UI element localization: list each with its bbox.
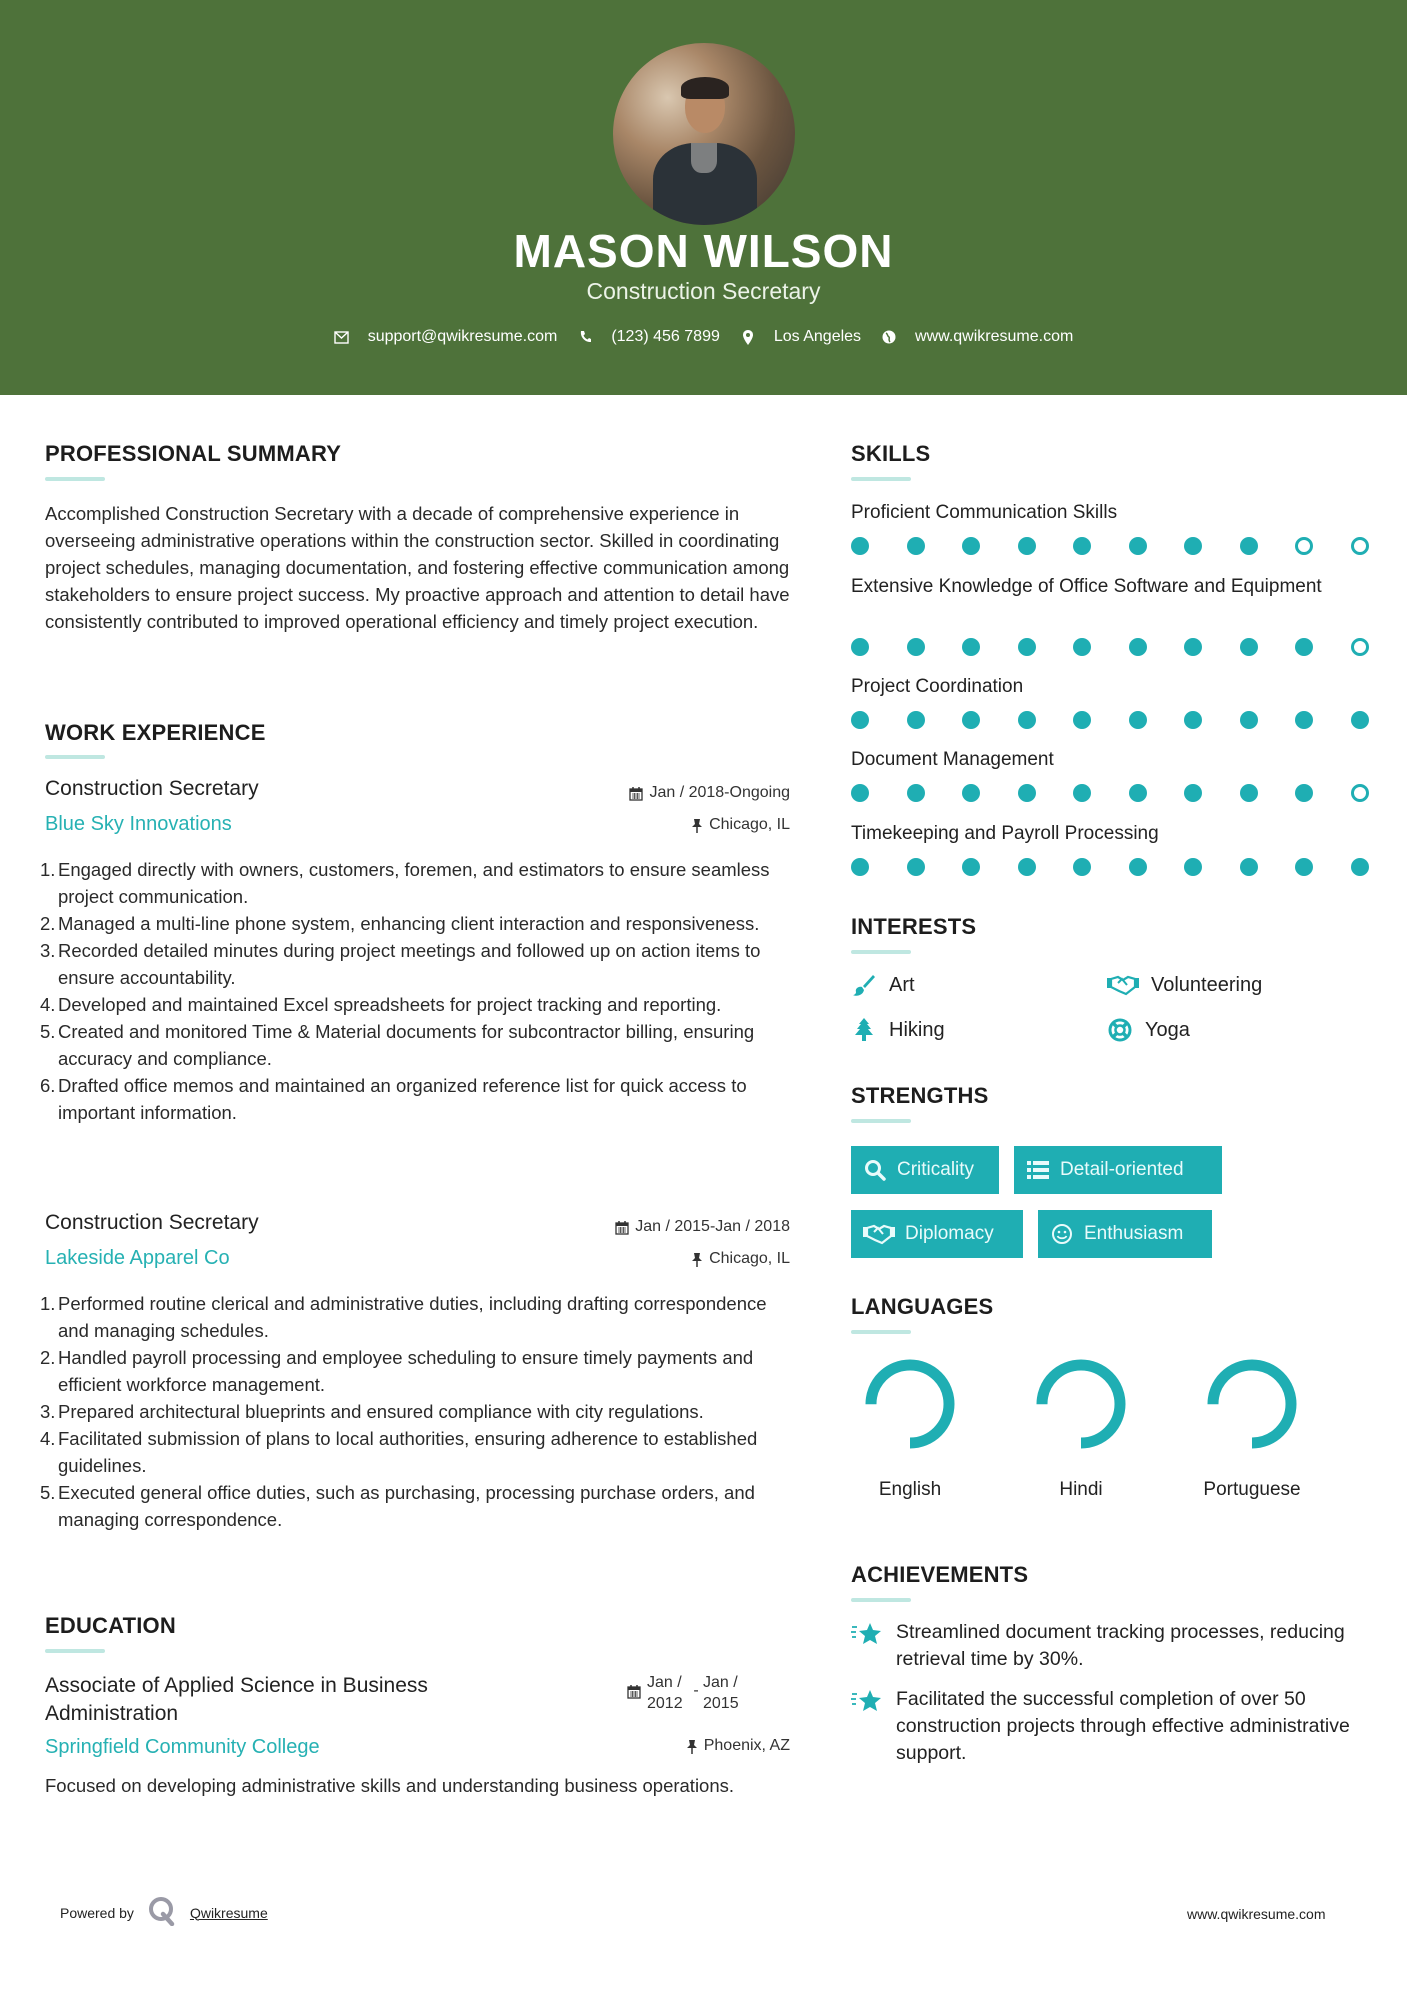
rating-dot-filled (962, 858, 980, 876)
rating-dot-filled (907, 784, 925, 802)
contact-location-text: Los Angeles (773, 328, 862, 345)
interests-heading-rule (851, 950, 911, 954)
job-dates-text: Jan / 2018-Ongoing (649, 784, 790, 801)
strength-label: Criticality (897, 1159, 975, 1180)
powered-by (60, 1896, 268, 1929)
pushpin-icon (691, 818, 703, 833)
experience-heading: WORK EXPERIENCE (45, 720, 266, 745)
language-name: Hindi (1059, 1479, 1103, 1500)
strengths-heading: STRENGTHS (851, 1083, 989, 1108)
rating-dot-filled (907, 638, 925, 656)
language-name: Portuguese (1203, 1479, 1301, 1500)
job-location (490, 1250, 790, 1268)
strength-chip (1014, 1146, 1222, 1194)
rating-dot-filled (1184, 711, 1202, 729)
rating-dot-empty (1351, 784, 1369, 802)
footer-website[interactable]: www.qwikresume.com (1187, 1906, 1326, 1922)
contact-website-text: www.qwikresume.com (915, 328, 1074, 345)
strength-chip (851, 1210, 1023, 1258)
job-company: Lakeside Apparel Co (45, 1247, 230, 1269)
rating-dot-filled (1184, 537, 1202, 555)
rating-dot-filled (1129, 638, 1147, 656)
smile-icon (1050, 1222, 1074, 1246)
contact-bar (0, 328, 1407, 346)
job-dates (490, 1218, 790, 1236)
list-item: 6. Drafted office memos and maintained an organized reference list for quick access to important information. (40, 1075, 747, 1123)
language-proficiency-ring (1202, 1354, 1302, 1454)
skill-name: Proficient Communication Skills (851, 502, 1118, 523)
rating-dot-filled (1240, 638, 1258, 656)
achievement-text: Streamlined document tracking processes, reducing retrieval time by 30%. (896, 1621, 1345, 1670)
rating-dot-filled (1129, 537, 1147, 555)
list-item: 1. Engaged directly with owners, customers, foremen, and estimators to ensure seamless project communication. (40, 859, 770, 907)
language-proficiency-ring (860, 1354, 960, 1454)
rating-dot-filled (1129, 858, 1147, 876)
interest-item (1107, 972, 1262, 998)
achievement-text: Facilitated the successful completion of over 50 construction projects through effective administrative support. (896, 1688, 1350, 1764)
rating-dot-filled (907, 537, 925, 555)
interest-item (851, 1017, 945, 1043)
globe-icon (881, 329, 897, 345)
languages-heading-rule (851, 1330, 911, 1334)
job-location (490, 816, 790, 834)
rating-dot-filled (851, 784, 869, 802)
rating-dot-filled (1018, 858, 1036, 876)
interest-label: Yoga (1145, 1018, 1190, 1041)
list-item: 4. Facilitated submission of plans to local authorities, ensuring adherence to established guidelines. (40, 1428, 758, 1476)
life-ring-icon (1107, 1017, 1133, 1043)
search-icon (863, 1158, 887, 1182)
calendar-icon (627, 1684, 641, 1699)
contact-location (740, 328, 861, 346)
strength-chip (851, 1146, 999, 1194)
contact-website[interactable] (881, 328, 1073, 346)
education-location (490, 1737, 790, 1755)
skill-rating (851, 784, 1406, 802)
language-item (1192, 1354, 1312, 1503)
rating-dot-filled (962, 537, 980, 555)
rating-dot-filled (1295, 711, 1313, 729)
tree-icon (851, 1017, 877, 1043)
skill-name: Document Management (851, 749, 1054, 770)
strength-label: Detail-oriented (1060, 1159, 1184, 1180)
rating-dot-filled (1073, 711, 1091, 729)
education-end: Jan / 2015 (703, 1674, 739, 1712)
list-item: 5. Created and monitored Time & Material documents for subcontractor billing, ensuring accuracy and compliance. (40, 1021, 755, 1069)
rating-dot-filled (851, 711, 869, 729)
list-item: 1. Performed routine clerical and administrative duties, including drafting correspondence and managing schedules. (40, 1293, 767, 1341)
qwikresume-logo-icon (148, 1896, 176, 1929)
job-location-text: Chicago, IL (709, 1250, 790, 1267)
job-dates (490, 784, 790, 802)
language-name: English (878, 1479, 942, 1500)
education-description: Focused on developing administrative skills and understanding business operations. (45, 1775, 735, 1796)
rating-dot-filled (1351, 711, 1369, 729)
school-name: Springfield Community College (45, 1736, 320, 1758)
handshake-icon (863, 1222, 895, 1246)
paintbrush-icon (851, 972, 877, 998)
rating-dot-filled (1018, 638, 1036, 656)
rating-dot-filled (1295, 858, 1313, 876)
rating-dot-filled (1018, 537, 1036, 555)
interest-label: Hiking (889, 1018, 945, 1041)
rating-dot-filled (1295, 638, 1313, 656)
achievements-heading: ACHIEVEMENTS (851, 1562, 1029, 1587)
job-location-text: Chicago, IL (709, 816, 790, 833)
education-dates (627, 1672, 745, 1714)
date-separator: - (693, 1682, 699, 1699)
qwikresume-link[interactable]: Qwikresume (189, 1904, 268, 1921)
rating-dot-filled (1240, 537, 1258, 555)
achievement-item (851, 1619, 1371, 1673)
rating-dot-filled (1073, 784, 1091, 802)
achievement-item (851, 1686, 1371, 1767)
contact-email-text: support@qwikresume.com (367, 328, 558, 345)
interests-heading: INTERESTS (851, 914, 977, 939)
rating-dot-filled (1018, 711, 1036, 729)
rating-dot-filled (851, 858, 869, 876)
rating-dot-empty (1295, 537, 1313, 555)
rating-dot-filled (1240, 784, 1258, 802)
degree-title: Associate of Applied Science in Business Administration (45, 1674, 428, 1725)
rating-dot-filled (1240, 711, 1258, 729)
strength-label: Diplomacy (905, 1223, 994, 1244)
summary-heading: PROFESSIONAL SUMMARY (45, 441, 342, 466)
experience-heading-rule (45, 755, 105, 759)
summary-text: Accomplished Construction Secretary with a decade of comprehensive experience in overseeing administrative operations within the construction sector. Skilled in coordinating project schedules, managing documentation, and fostering effective communication among stakeholders to ensure project success. My proactive approach and attention to detail have consistently contributed to improved operational efficiency and timely project execution. (45, 503, 790, 632)
skill-rating (851, 638, 1406, 656)
rating-dot-filled (1184, 858, 1202, 876)
contact-email[interactable] (334, 328, 558, 346)
rating-dot-filled (851, 638, 869, 656)
skill-rating (851, 858, 1406, 876)
rating-dot-filled (962, 784, 980, 802)
shooting-star-icon (851, 1686, 885, 1767)
list-item: 5. Executed general office duties, such as purchasing, processing purchase orders, and managing correspondence. (40, 1482, 755, 1530)
rating-dot-filled (1073, 858, 1091, 876)
skill-name: Timekeeping and Payroll Processing (851, 823, 1159, 844)
interest-item (1107, 1017, 1190, 1043)
strength-chip (1038, 1210, 1212, 1258)
rating-dot-filled (1240, 858, 1258, 876)
interest-label: Art (889, 973, 915, 996)
interest-item (851, 972, 915, 998)
rating-dot-filled (907, 711, 925, 729)
rating-dot-filled (1129, 784, 1147, 802)
skill-rating (851, 711, 1406, 729)
map-marker-icon (740, 329, 756, 345)
interest-label: Volunteering (1151, 973, 1263, 996)
list-item: 3. Recorded detailed minutes during project meetings and followed up on action items to ensure accountability. (40, 940, 761, 988)
language-item (850, 1354, 970, 1503)
skill-rating (851, 537, 1406, 555)
handshake-icon (1107, 972, 1139, 998)
job-title: Construction Secretary (45, 777, 259, 800)
list-item: 4. Developed and maintained Excel spreadsheets for project tracking and reporting. (40, 994, 722, 1015)
rating-dot-filled (1184, 784, 1202, 802)
list-icon (1026, 1158, 1050, 1182)
pushpin-icon (686, 1739, 698, 1754)
education-heading-rule (45, 1649, 105, 1653)
contact-phone[interactable] (577, 328, 720, 346)
skills-heading-rule (851, 477, 911, 481)
rating-dot-filled (962, 638, 980, 656)
list-item: 3. Prepared architectural blueprints and ensured compliance with city regulations. (40, 1401, 704, 1422)
language-item (1021, 1354, 1141, 1503)
envelope-icon (334, 329, 350, 345)
summary-heading-rule (45, 477, 105, 481)
calendar-icon (615, 1220, 629, 1235)
rating-dot-filled (1073, 537, 1091, 555)
powered-by-label: Powered by (60, 1904, 134, 1921)
candidate-title: Construction Secretary (586, 278, 821, 304)
resume-header (0, 0, 1407, 395)
profile-photo (613, 43, 795, 225)
achievements-heading-rule (851, 1598, 911, 1602)
language-proficiency-ring (1031, 1354, 1131, 1454)
skill-name: Extensive Knowledge of Office Software and Equipment (851, 576, 1322, 597)
rating-dot-filled (1351, 858, 1369, 876)
languages-heading: LANGUAGES (851, 1294, 994, 1319)
rating-dot-filled (851, 537, 869, 555)
job-responsibilities (40, 1290, 800, 1533)
rating-dot-filled (962, 711, 980, 729)
rating-dot-filled (1073, 638, 1091, 656)
rating-dot-filled (907, 858, 925, 876)
rating-dot-filled (1018, 784, 1036, 802)
rating-dot-empty (1351, 638, 1369, 656)
calendar-icon (629, 786, 643, 801)
education-heading: EDUCATION (45, 1613, 176, 1638)
job-dates-text: Jan / 2015-Jan / 2018 (635, 1218, 790, 1235)
rating-dot-filled (1129, 711, 1147, 729)
skills-heading: SKILLS (851, 441, 931, 466)
strengths-heading-rule (851, 1119, 911, 1123)
job-company: Blue Sky Innovations (45, 813, 232, 835)
list-item: 2. Handled payroll processing and employee scheduling to ensure timely payments and efficient workforce management. (40, 1347, 754, 1395)
rating-dot-filled (1184, 638, 1202, 656)
phone-icon (577, 329, 593, 345)
skill-name: Project Coordination (851, 676, 1024, 697)
job-title: Construction Secretary (45, 1211, 259, 1234)
education-location-text: Phoenix, AZ (703, 1737, 790, 1754)
list-item: 2. Managed a multi-line phone system, enhancing client interaction and responsiveness. (40, 913, 760, 934)
rating-dot-filled (1295, 784, 1313, 802)
rating-dot-empty (1351, 537, 1369, 555)
contact-phone-text: (123) 456 7899 (611, 328, 720, 345)
candidate-name: MASON WILSON (513, 225, 894, 277)
education-start: Jan / 2012 (647, 1674, 683, 1712)
shooting-star-icon (851, 1619, 885, 1673)
strength-label: Enthusiasm (1084, 1223, 1184, 1244)
job-responsibilities (40, 856, 800, 1126)
pushpin-icon (691, 1252, 703, 1267)
